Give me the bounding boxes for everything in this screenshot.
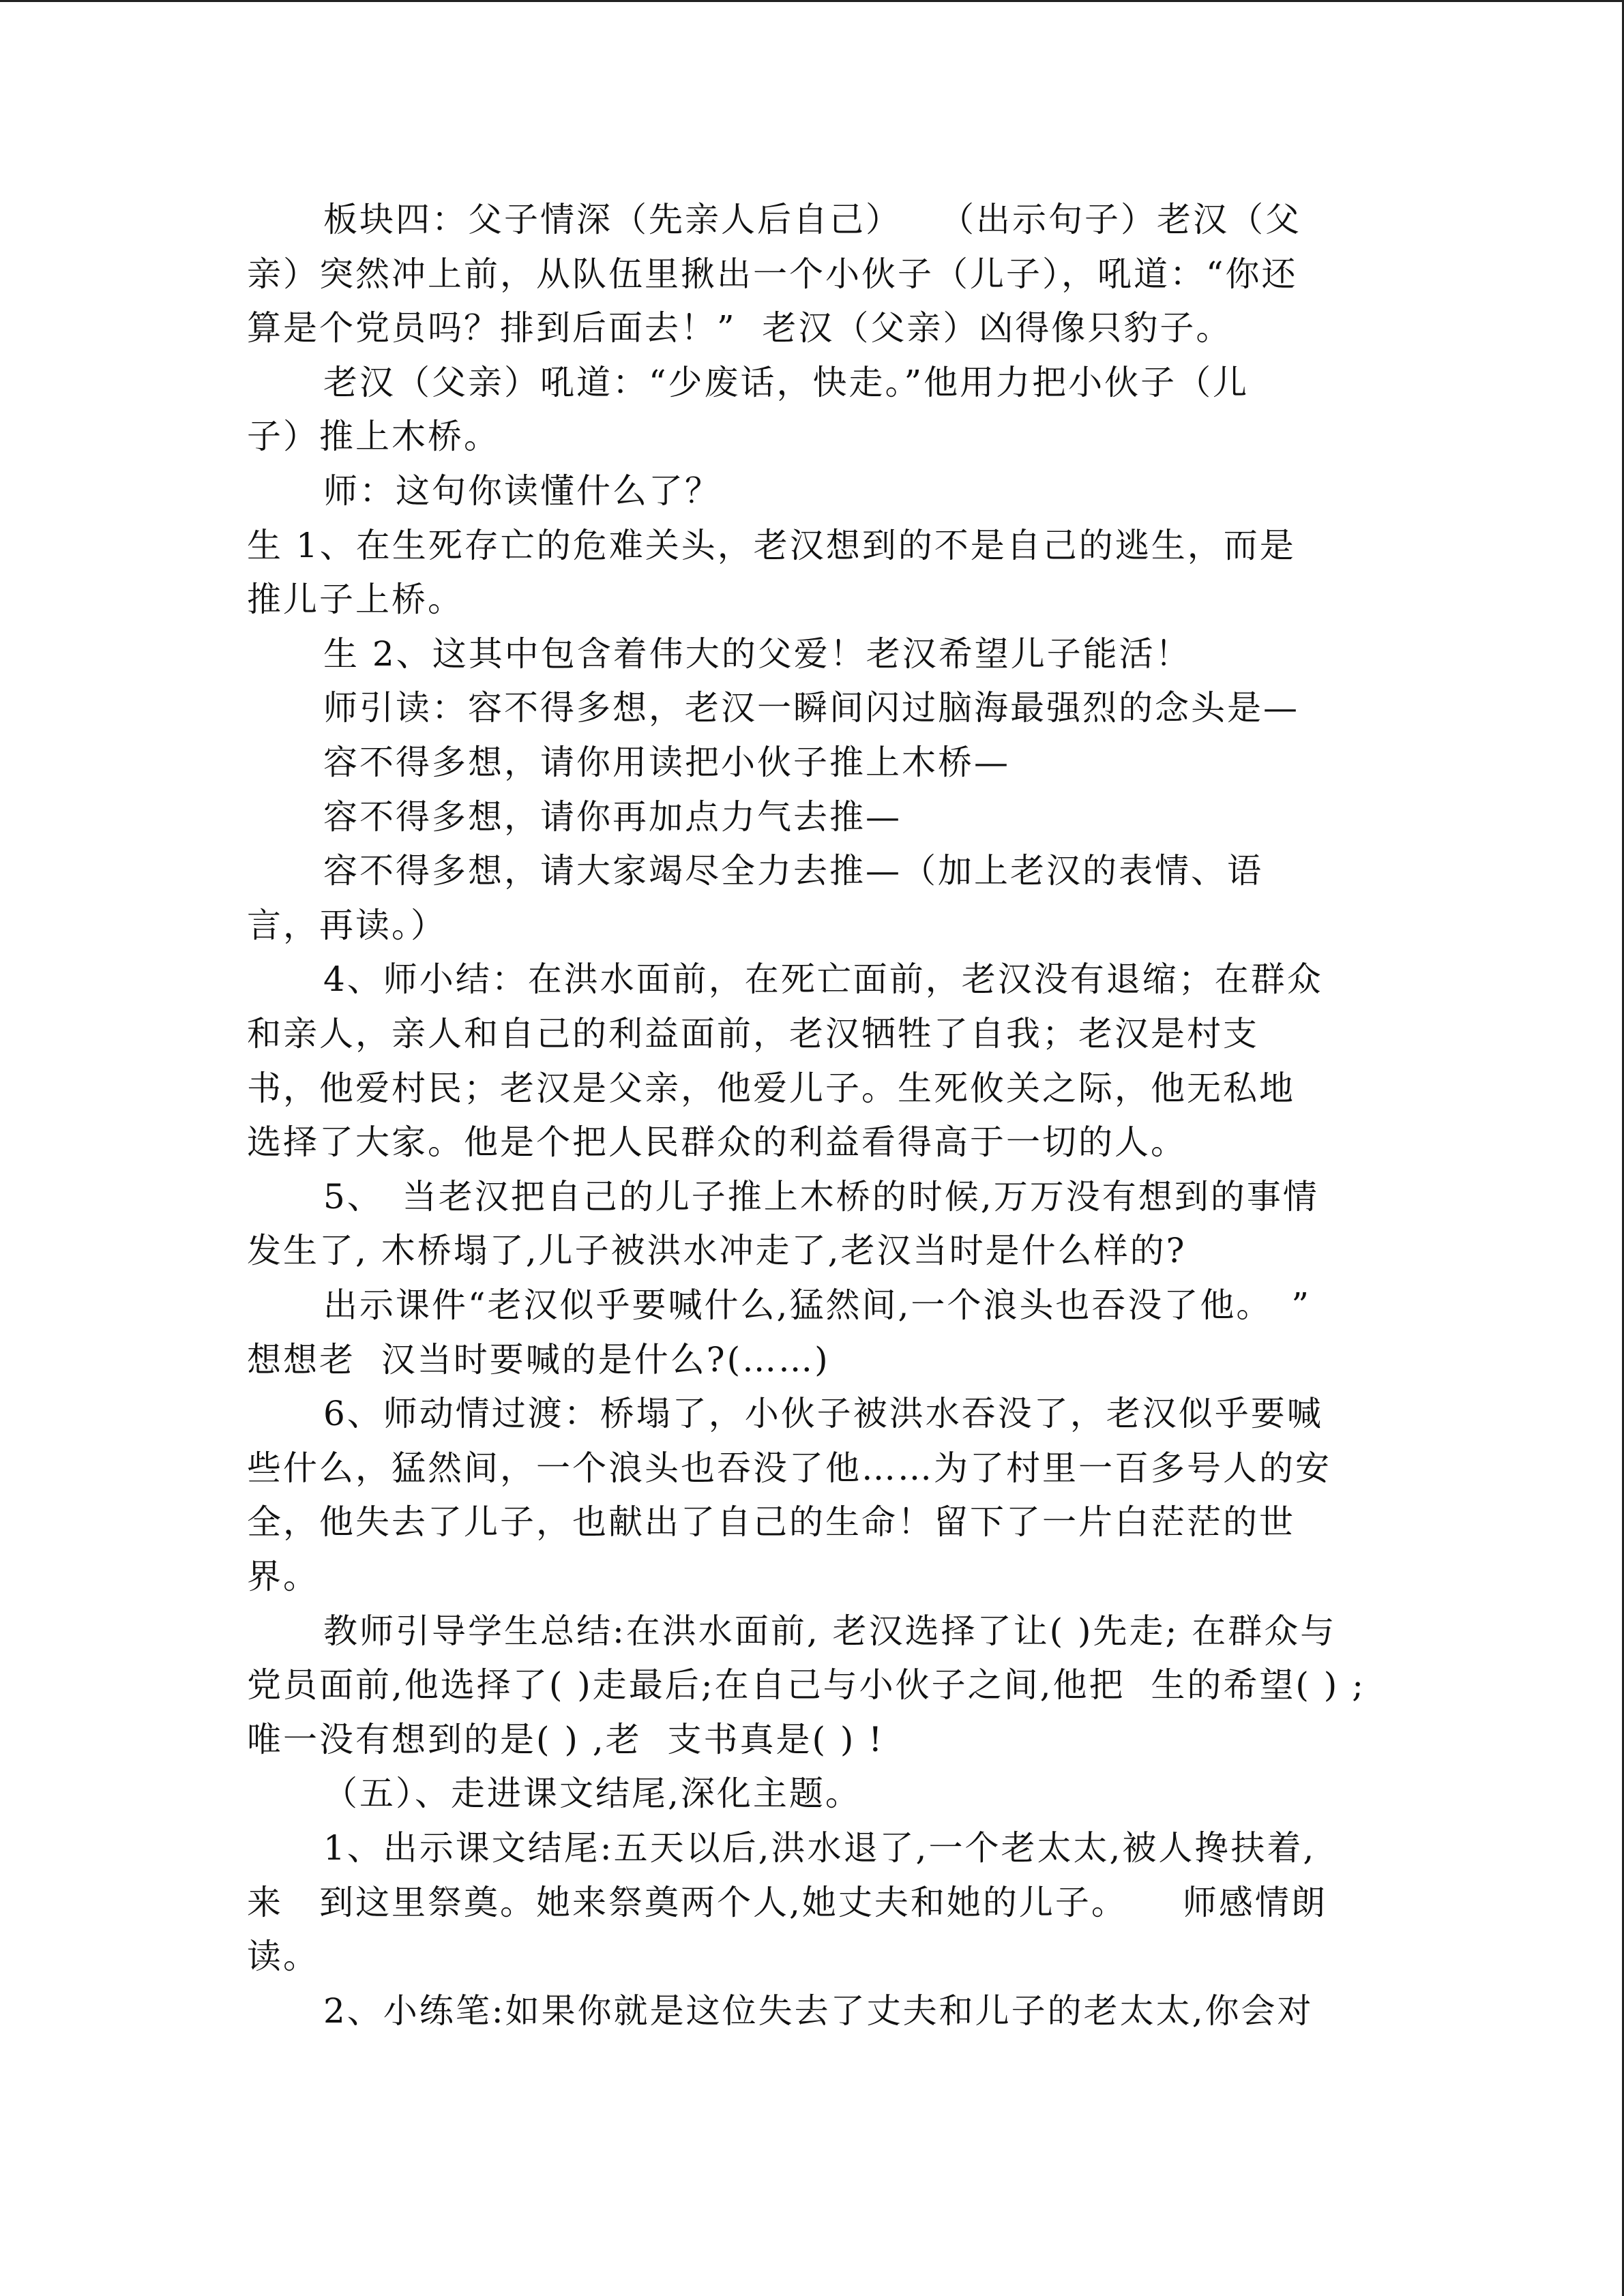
text-line: 出示课件“老汉似乎要喊什么,猛然间,一个浪头也吞没了他。 ” — [323, 1285, 1311, 1325]
text-line: 容不得多想，请大家竭尽全力去推—（加上老汉的表情、语 — [323, 851, 1263, 891]
text-line: 生 1、在生死存亡的危难关头，老汉想到的不是自己的逃生，而是 — [247, 525, 1296, 565]
text-line: 些什么，猛然间，一个浪头也吞没了他……为了村里一百多号人的安 — [247, 1448, 1331, 1488]
text-line: 4、师小结：在洪水面前，在死亡面前，老汉没有退缩；在群众 — [323, 959, 1323, 1000]
text-line: 板块四：父子情深（先亲人后自己） （出示句子）老汉（父 — [323, 200, 1301, 239]
text-line: 书，他爱村民；老汉是父亲，他爱儿子。生死攸关之际，他无私地 — [247, 1068, 1295, 1108]
text-line: （五）、走进课文结尾,深化主题。 — [323, 1774, 861, 1814]
text-line: 容不得多想，请你再加点力气去推— — [323, 796, 902, 837]
text-line: 党员面前,他选择了( )走最后;在自己与小伙子之间,他把 生的希望( ) ; — [247, 1665, 1365, 1705]
text-line: 全，他失去了儿子，也献出了自己的生命！留下了一片白茫茫的世 — [247, 1502, 1295, 1542]
text-line: 界。 — [247, 1557, 319, 1596]
text-line: 5、 当老汉把自己的儿子推上木桥的时候,万万没有想到的事情 — [323, 1176, 1319, 1217]
text-line: 亲）突然冲上前，从队伍里揪出一个小伙子（儿子），吼道：“你还 — [247, 254, 1298, 294]
text-line: 来 到这里祭奠。她来祭奠两个人,她丈夫和她的儿子。 师感情朗 — [247, 1882, 1327, 1922]
text-line: 子）推上木桥。 — [247, 417, 500, 457]
text-line: 师引读：容不得多想，老汉一瞬间闪过脑海最强烈的念头是— — [323, 688, 1299, 728]
text-line: 教师引导学生总结:在洪水面前, 老汉选择了让( )先走; 在群众与 — [323, 1611, 1337, 1651]
text-line: 1、出示课文结尾:五天以后,洪水退了,一个老太太,被人搀扶着, — [323, 1828, 1316, 1868]
text-line: 读。 — [247, 1937, 319, 1977]
text-line: 选择了大家。他是个把人民群众的利益看得高于一切的人。 — [247, 1122, 1187, 1163]
text-line: 师：这句你读懂什么了？ — [323, 471, 721, 511]
text-line: 生 2、这其中包含着伟大的父爱！老汉希望儿子能活！ — [323, 633, 1192, 674]
text-line: 6、师动情过渡：桥塌了，小伙子被洪水吞没了，老汉似乎要喊 — [323, 1394, 1323, 1434]
text-line: 容不得多想，请你用读把小伙子推上木桥— — [323, 743, 1010, 782]
text-line: 想想老 汉当时要喊的是什么?(……) — [247, 1339, 830, 1380]
text-line: 言，再读。） — [247, 905, 447, 945]
text-line: 唯一没有想到的是( ) ,老 支书真是( ) ! — [247, 1719, 885, 1759]
text-line: 老汉（父亲）吼道：“少废话，快走。”他用力把小伙子（儿 — [323, 362, 1250, 402]
text-line: 推儿子上桥。 — [247, 580, 464, 620]
text-line: 和亲人，亲人和自己的利益面前，老汉牺牲了自我；老汉是村支 — [247, 1014, 1259, 1054]
text-line: 发生了, 木桥塌了,儿子被洪水冲走了,老汉当时是什么样的? — [247, 1231, 1187, 1271]
text-line: 算是个党员吗？排到后面去！” 老汉（父亲）凶得像只豹子。 — [247, 308, 1232, 348]
text-line: 2、小练笔:如果你就是这位失去了丈夫和儿子的老太太,你会对 — [323, 1991, 1314, 2031]
page-top-border — [0, 0, 1624, 2]
